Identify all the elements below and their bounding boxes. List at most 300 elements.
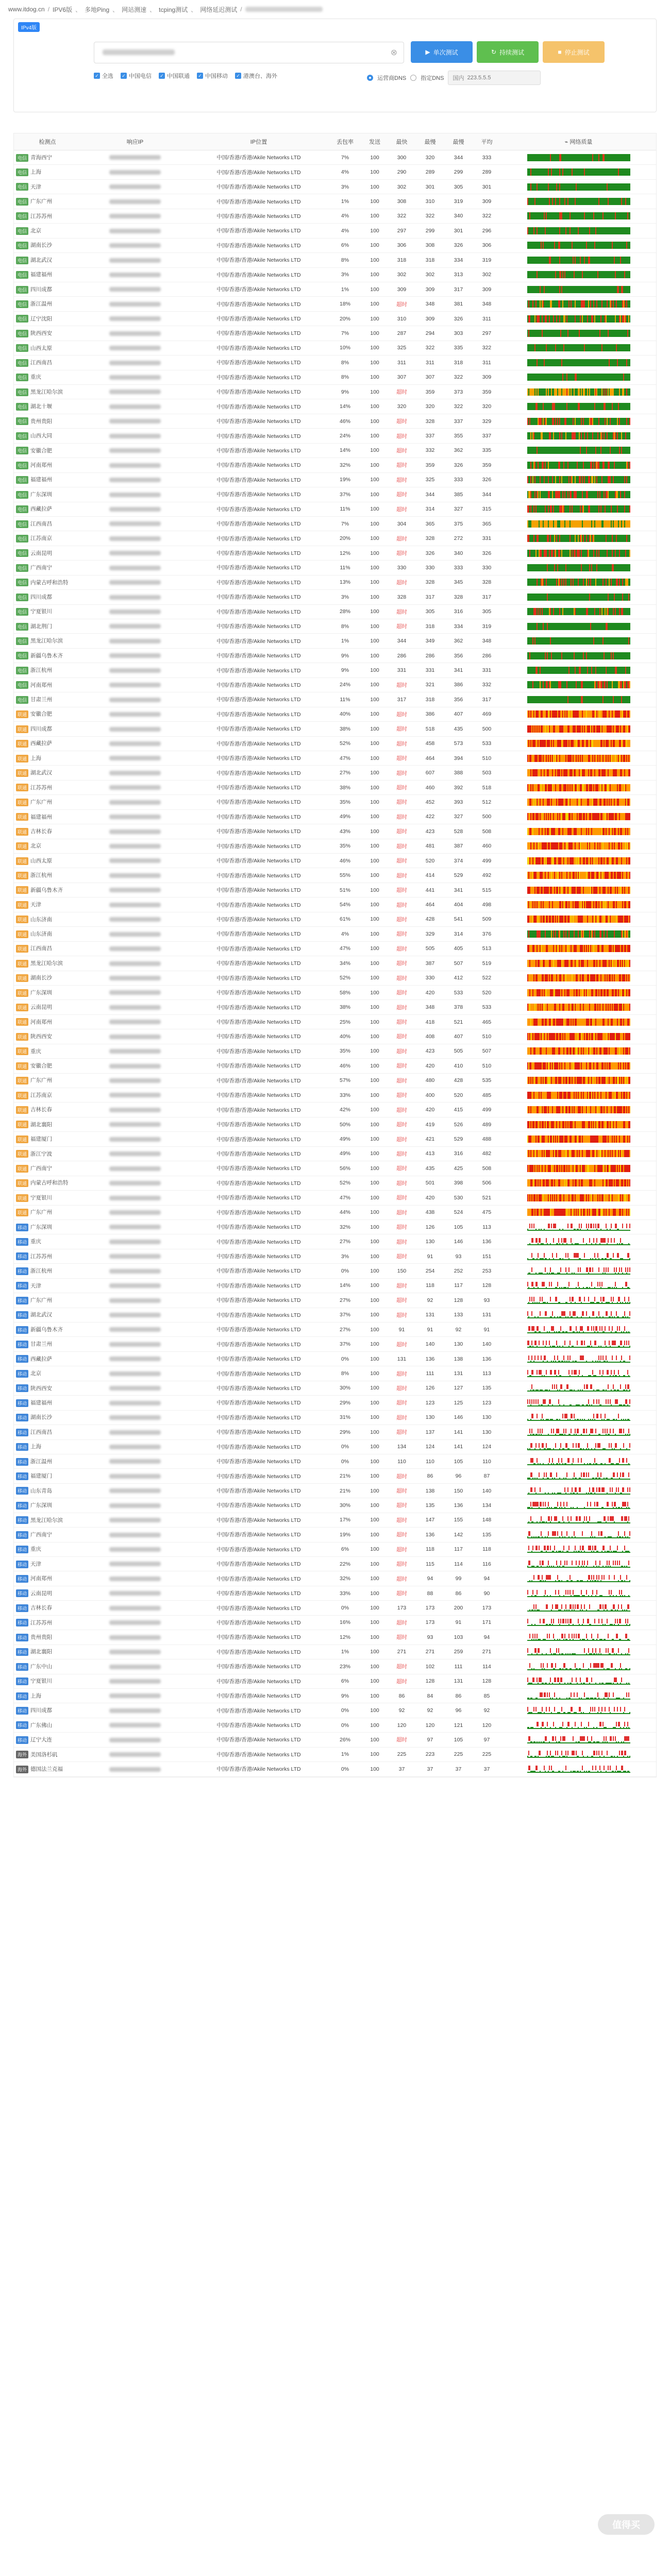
quality-bar xyxy=(527,1531,630,1538)
node-city: 内蒙古呼和浩特 xyxy=(30,1180,69,1187)
quality-cell xyxy=(501,575,656,589)
continuous-test-label: 持续测试 xyxy=(499,48,525,56)
check-mobile[interactable]: ✓ 中国移动 xyxy=(197,72,228,80)
table-row xyxy=(14,150,656,165)
location-cell: 中国/香港/香港/Akile Networks LTD xyxy=(189,1733,328,1747)
node-city: 山东青岛 xyxy=(30,1487,53,1494)
loss-cell: 37% xyxy=(328,1337,362,1351)
ip-cell xyxy=(81,1439,189,1454)
avg-cell: 311 xyxy=(473,355,501,370)
continuous-test-button[interactable] xyxy=(477,41,539,63)
blurred-ip xyxy=(109,1635,161,1640)
loss-cell: 7% xyxy=(328,150,362,165)
isp-tag: 移动 xyxy=(16,1663,28,1671)
ip-cell xyxy=(81,809,189,824)
fastest-cell: 320 xyxy=(388,399,416,414)
avg-cell: 128 xyxy=(473,1674,501,1688)
slowest2-cell: 362 xyxy=(444,634,473,648)
ip-cell xyxy=(81,1454,189,1468)
fastest-cell: 超时 xyxy=(388,1073,416,1088)
fastest-cell: 331 xyxy=(388,663,416,677)
fastest-cell: 302 xyxy=(388,179,416,194)
check-all[interactable]: ✓ 全选 xyxy=(94,72,113,80)
isp-tag: 电信 xyxy=(16,330,28,337)
quality-cell xyxy=(501,1615,656,1630)
fastest-cell: 309 xyxy=(388,282,416,296)
check-telecom[interactable]: ✓ 中国电信 xyxy=(121,72,152,80)
quality-cell xyxy=(501,561,656,575)
node-city: 湖北襄阳 xyxy=(30,1121,53,1128)
quality-cell xyxy=(501,1249,656,1263)
sent-cell: 100 xyxy=(362,1249,388,1263)
watermark-logo: 值得买 xyxy=(598,2514,655,2535)
isp-tag: 电信 xyxy=(16,623,28,631)
quality-bar xyxy=(527,1370,630,1377)
isp-tag: 移动 xyxy=(16,1414,28,1421)
fastest-cell: 超时 xyxy=(388,1674,416,1688)
col-quality[interactable]: ⌁ 网络质量 xyxy=(501,133,656,150)
loss-cell: 44% xyxy=(328,1205,362,1219)
quality-bar xyxy=(527,579,630,586)
slowest-cell: 464 xyxy=(416,751,444,765)
node-cell xyxy=(14,1542,81,1556)
isp-tag: 电信 xyxy=(16,432,28,440)
table-row xyxy=(14,1513,656,1527)
quality-bar xyxy=(527,1297,630,1304)
quality-bar xyxy=(527,1267,630,1275)
slowest-cell: 420 xyxy=(416,1191,444,1205)
location-cell: 中国/香港/香港/Akile Networks LTD xyxy=(189,1469,328,1483)
quality-bar xyxy=(527,1502,630,1509)
isp-tag: 电信 xyxy=(16,183,28,191)
slowest-cell: 130 xyxy=(416,1234,444,1249)
avg-cell: 488 xyxy=(473,1132,501,1146)
quality-bar xyxy=(527,1194,630,1201)
isp-tag: 联通 xyxy=(16,740,28,748)
stop-test-button[interactable] xyxy=(543,41,605,63)
quality-cell xyxy=(501,370,656,384)
isp-tag: 电信 xyxy=(16,227,28,235)
quality-bar xyxy=(527,550,630,557)
avg-cell: 322 xyxy=(473,341,501,355)
clear-icon[interactable]: ⊗ xyxy=(390,48,397,57)
slowest-cell: 124 xyxy=(416,1439,444,1454)
col-sent[interactable]: 发送 xyxy=(362,133,388,150)
sent-cell: 100 xyxy=(362,1161,388,1176)
ip-cell xyxy=(81,1718,189,1732)
check-icon: ✓ xyxy=(159,73,165,79)
location-cell: 中国/香港/香港/Akile Networks LTD xyxy=(189,1439,328,1454)
node-city: 贵州贵阳 xyxy=(30,418,53,425)
col-location[interactable]: IP位置 xyxy=(189,133,328,150)
ip-cell xyxy=(81,150,189,165)
sent-cell: 100 xyxy=(362,1396,388,1410)
col-avg[interactable]: 平均 xyxy=(473,133,501,150)
location-cell: 中国/香港/香港/Akile Networks LTD xyxy=(189,1000,328,1014)
quality-bar xyxy=(527,1326,630,1333)
node-cell xyxy=(14,751,81,765)
site-link[interactable]: www.itdog.cn xyxy=(8,6,45,13)
node-cell xyxy=(14,707,81,721)
isp-tag: 电信 xyxy=(16,315,28,323)
table-row xyxy=(14,1747,656,1761)
location-cell: 中国/香港/香港/Akile Networks LTD xyxy=(189,1029,328,1044)
node-cell xyxy=(14,209,81,223)
quality-bar xyxy=(527,1561,630,1568)
quality-cell xyxy=(501,766,656,780)
location-cell: 中国/香港/香港/Akile Networks LTD xyxy=(189,224,328,238)
quality-cell xyxy=(501,927,656,941)
isp-tag: 联通 xyxy=(16,872,28,879)
avg-cell: 509 xyxy=(473,912,501,926)
sent-cell: 100 xyxy=(362,1454,388,1468)
location-cell: 中国/香港/香港/Akile Networks LTD xyxy=(189,1323,328,1337)
table-row xyxy=(14,194,656,209)
node-cell xyxy=(14,766,81,780)
isp-tag: 移动 xyxy=(16,1238,28,1246)
blurred-ip xyxy=(109,536,161,541)
table-row xyxy=(14,1323,656,1337)
col-fastest[interactable]: 最快 xyxy=(388,133,416,150)
slowest-cell: 311 xyxy=(416,355,444,370)
loss-cell: 46% xyxy=(328,854,362,868)
blurred-ip xyxy=(109,507,161,512)
isp-tag: 联通 xyxy=(16,1077,28,1084)
blurred-ip xyxy=(109,727,161,732)
loss-cell: 30% xyxy=(328,1498,362,1513)
single-test-button[interactable] xyxy=(411,41,473,63)
nav-item-ipv6[interactable]: IPV6版 xyxy=(53,6,73,13)
slowest-cell: 136 xyxy=(416,1351,444,1366)
avg-cell: 90 xyxy=(473,1586,501,1600)
isp-tag: 移动 xyxy=(16,1721,28,1729)
isp-tag: 移动 xyxy=(16,1487,28,1495)
avg-cell: 136 xyxy=(473,1234,501,1249)
blurred-ip xyxy=(109,1518,161,1522)
node-cell xyxy=(14,179,81,194)
node-cell xyxy=(14,824,81,839)
sent-cell: 100 xyxy=(362,971,388,985)
table-row xyxy=(14,1146,656,1161)
table-row xyxy=(14,253,656,267)
location-cell: 中国/香港/香港/Akile Networks LTD xyxy=(189,809,328,824)
check-unicom[interactable]: ✓ 中国联通 xyxy=(159,72,190,80)
location-cell: 中国/香港/香港/Akile Networks LTD xyxy=(189,370,328,384)
avg-cell: 130 xyxy=(473,1410,501,1425)
dns-custom-radio[interactable] xyxy=(410,75,416,81)
blurred-target xyxy=(245,7,323,12)
fastest-cell: 超时 xyxy=(388,443,416,457)
sent-cell: 100 xyxy=(362,1630,388,1645)
avg-cell: 489 xyxy=(473,1117,501,1131)
ip-cell xyxy=(81,311,189,326)
location-cell: 中国/香港/香港/Akile Networks LTD xyxy=(189,1557,328,1571)
node-cell xyxy=(14,385,81,399)
loss-cell: 13% xyxy=(328,575,362,589)
loss-cell: 38% xyxy=(328,1000,362,1014)
nav-item-ping[interactable]: 多地Ping xyxy=(85,6,110,13)
slowest-cell: 307 xyxy=(416,370,444,384)
sent-cell: 100 xyxy=(362,839,388,853)
sent-cell: 100 xyxy=(362,692,388,707)
avg-cell: 286 xyxy=(473,648,501,663)
loss-cell: 14% xyxy=(328,443,362,457)
table-row xyxy=(14,912,656,926)
node-city: 浙江杭州 xyxy=(30,872,53,879)
slowest2-cell: 103 xyxy=(444,1630,473,1645)
quality-bar xyxy=(527,1458,630,1465)
table-row xyxy=(14,809,656,824)
table-row xyxy=(14,355,656,370)
node-cell xyxy=(14,839,81,853)
node-cell xyxy=(14,297,81,311)
table-row xyxy=(14,1103,656,1117)
location-cell: 中国/香港/香港/Akile Networks LTD xyxy=(189,1191,328,1205)
nav-item-latency[interactable]: 网络延迟测试 xyxy=(200,6,238,13)
location-cell: 中国/香港/香港/Akile Networks LTD xyxy=(189,1615,328,1630)
location-cell: 中国/香港/香港/Akile Networks LTD xyxy=(189,619,328,634)
node-cell xyxy=(14,282,81,296)
loss-cell: 0% xyxy=(328,1718,362,1732)
blurred-ip xyxy=(109,1723,161,1727)
quality-cell xyxy=(501,707,656,721)
loss-cell: 17% xyxy=(328,1513,362,1527)
node-city: 江苏南京 xyxy=(30,1092,53,1098)
slowest2-cell: 407 xyxy=(444,1029,473,1044)
slowest-cell: 91 xyxy=(416,1323,444,1337)
location-cell: 中国/香港/香港/Akile Networks LTD xyxy=(189,590,328,604)
node-city: 福建福州 xyxy=(30,477,53,483)
node-city: 广西南宁 xyxy=(30,1531,53,1538)
quality-cell xyxy=(501,868,656,883)
loss-cell: 37% xyxy=(328,487,362,502)
location-cell: 中国/香港/香港/Akile Networks LTD xyxy=(189,150,328,165)
isp-tag: 联通 xyxy=(16,755,28,762)
nav-item-speed[interactable]: 网站测速 xyxy=(122,6,147,13)
slowest2-cell: 404 xyxy=(444,897,473,912)
nav-item-tcping[interactable]: tcping测试 xyxy=(159,6,188,13)
fastest-cell: 超时 xyxy=(388,1733,416,1747)
table-row xyxy=(14,399,656,414)
table-row xyxy=(14,443,656,457)
quality-bar xyxy=(527,1443,630,1450)
node-city: 北京 xyxy=(30,1370,42,1377)
quality-bar xyxy=(527,1106,630,1113)
node-city: 福建福州 xyxy=(30,272,53,278)
avg-cell: 289 xyxy=(473,165,501,179)
ip-cell xyxy=(81,736,189,751)
loss-cell: 11% xyxy=(328,502,362,516)
fastest-cell: 超时 xyxy=(388,1586,416,1600)
isp-tag: 联通 xyxy=(16,916,28,923)
blurred-ip xyxy=(109,698,161,702)
loss-cell: 26% xyxy=(328,1733,362,1747)
quality-cell xyxy=(501,883,656,897)
ip-cell xyxy=(81,1161,189,1176)
loss-cell: 1% xyxy=(328,282,362,296)
ip-cell xyxy=(81,1117,189,1131)
blurred-ip xyxy=(109,434,161,438)
quality-cell xyxy=(501,1586,656,1600)
slowest-cell: 408 xyxy=(416,1029,444,1044)
col-loss[interactable]: 丢包率 xyxy=(328,133,362,150)
loss-cell: 29% xyxy=(328,1425,362,1439)
avg-cell: 519 xyxy=(473,956,501,971)
quality-cell xyxy=(501,1659,656,1674)
node-city: 天津 xyxy=(30,183,42,190)
node-cell xyxy=(14,941,81,956)
node-cell xyxy=(14,1000,81,1014)
blurred-ip xyxy=(109,1064,161,1069)
avg-cell: 171 xyxy=(473,1615,501,1630)
slowest-cell: 326 xyxy=(416,546,444,560)
sent-cell: 100 xyxy=(362,809,388,824)
avg-cell: 91 xyxy=(473,1323,501,1337)
slowest-cell: 37 xyxy=(416,1762,444,1776)
node-city: 新疆乌鲁木齐 xyxy=(30,652,63,659)
ip-cell xyxy=(81,1323,189,1337)
quality-bar xyxy=(527,447,630,454)
node-city: 湖南长沙 xyxy=(30,242,53,249)
blurred-ip xyxy=(109,1708,161,1713)
dns-input[interactable] xyxy=(448,71,541,85)
isp-tag: 电信 xyxy=(16,300,28,308)
loss-cell: 1% xyxy=(328,634,362,648)
ip-cell xyxy=(81,1645,189,1659)
node-cell xyxy=(14,985,81,999)
fastest-cell: 307 xyxy=(388,370,416,384)
target-input[interactable] xyxy=(94,42,404,63)
quality-cell xyxy=(501,604,656,619)
slowest2-cell: 259 xyxy=(444,1645,473,1659)
slowest-cell: 349 xyxy=(416,634,444,648)
location-cell: 中国/香港/香港/Akile Networks LTD xyxy=(189,443,328,457)
blurred-ip xyxy=(109,946,161,951)
avg-cell: 510 xyxy=(473,1029,501,1044)
quality-bar xyxy=(527,1751,630,1758)
quality-bar xyxy=(527,1590,630,1597)
blurred-ip xyxy=(109,170,161,175)
slowest2-cell: 105 xyxy=(444,1219,473,1234)
dns-local-radio[interactable] xyxy=(367,75,373,81)
loss-cell: 11% xyxy=(328,692,362,707)
avg-cell: 271 xyxy=(473,1645,501,1659)
quality-bar xyxy=(527,1341,630,1348)
sent-cell: 100 xyxy=(362,619,388,634)
quality-cell xyxy=(501,385,656,399)
location-cell: 中国/香港/香港/Akile Networks LTD xyxy=(189,1146,328,1161)
avg-cell: 317 xyxy=(473,692,501,707)
loss-cell: 16% xyxy=(328,1615,362,1630)
avg-cell: 93 xyxy=(473,1293,501,1308)
sent-cell: 100 xyxy=(362,1601,388,1615)
sent-cell: 100 xyxy=(362,1000,388,1014)
location-cell: 中国/香港/香港/Akile Networks LTD xyxy=(189,883,328,897)
slowest2-cell: 252 xyxy=(444,1264,473,1278)
ip-cell xyxy=(81,1191,189,1205)
slowest2-cell: 105 xyxy=(444,1454,473,1468)
results-table xyxy=(14,133,656,1777)
fastest-cell: 超时 xyxy=(388,1513,416,1527)
avg-cell: 124 xyxy=(473,1439,501,1454)
loss-cell: 10% xyxy=(328,341,362,355)
ip-cell xyxy=(81,443,189,457)
location-cell: 中国/香港/香港/Akile Networks LTD xyxy=(189,1219,328,1234)
quality-bar xyxy=(527,930,630,938)
col-ip[interactable]: 响应IP xyxy=(81,133,189,150)
avg-cell: 515 xyxy=(473,883,501,897)
sent-cell: 100 xyxy=(362,1059,388,1073)
blurred-ip xyxy=(109,346,161,350)
avg-cell: 521 xyxy=(473,1191,501,1205)
location-cell: 中国/香港/香港/Akile Networks LTD xyxy=(189,736,328,751)
node-city: 天津 xyxy=(30,1282,42,1289)
blurred-ip xyxy=(109,1591,161,1596)
slowest-cell: 301 xyxy=(416,179,444,194)
slowest-cell: 330 xyxy=(416,971,444,985)
check-icon: ✓ xyxy=(94,73,100,79)
slowest2-cell: 200 xyxy=(444,1601,473,1615)
slowest-cell: 464 xyxy=(416,897,444,912)
fastest-cell: 318 xyxy=(388,253,416,267)
isp-tag: 电信 xyxy=(16,242,28,249)
slowest-cell: 130 xyxy=(416,1410,444,1425)
isp-tag: 电信 xyxy=(16,681,28,689)
slowest2-cell: 528 xyxy=(444,824,473,839)
slowest2-cell: 344 xyxy=(444,150,473,165)
blurred-ip xyxy=(109,1269,161,1274)
loss-cell: 47% xyxy=(328,941,362,956)
node-cell xyxy=(14,326,81,341)
quality-cell xyxy=(501,1703,656,1718)
node-city: 安徽合肥 xyxy=(30,711,53,718)
slowest2-cell: 86 xyxy=(444,1688,473,1703)
ip-cell xyxy=(81,1205,189,1219)
sent-cell: 100 xyxy=(362,1044,388,1058)
slowest2-cell: 327 xyxy=(444,502,473,516)
isp-tag: 移动 xyxy=(16,1516,28,1524)
node-city: 广东广州 xyxy=(30,198,53,205)
location-cell: 中国/香港/香港/Akile Networks LTD xyxy=(189,634,328,648)
col-slowest2[interactable]: 最慢 xyxy=(444,133,473,150)
quality-cell xyxy=(501,1161,656,1176)
blurred-ip xyxy=(109,771,161,775)
check-overseas[interactable]: ✓ 港澳台、海外 xyxy=(235,72,277,80)
node-cell xyxy=(14,1557,81,1571)
table-row xyxy=(14,516,656,531)
slowest-cell: 271 xyxy=(416,1645,444,1659)
sent-cell: 100 xyxy=(362,854,388,868)
quality-bar xyxy=(527,520,630,528)
avg-cell: 135 xyxy=(473,1528,501,1542)
quality-cell xyxy=(501,414,656,428)
isp-tag: 联通 xyxy=(16,1136,28,1143)
isp-tag: 联通 xyxy=(16,886,28,894)
location-cell: 中国/香港/香港/Akile Networks LTD xyxy=(189,1308,328,1322)
avg-cell: 309 xyxy=(473,370,501,384)
slowest2-cell: 341 xyxy=(444,883,473,897)
dns-prefix: 国内 xyxy=(453,75,464,81)
quality-bar xyxy=(527,1019,630,1026)
node-city: 江西南昌 xyxy=(30,945,53,952)
fastest-cell: 超时 xyxy=(388,1029,416,1044)
table-row xyxy=(14,414,656,428)
node-city: 甘肃兰州 xyxy=(30,697,53,703)
col-slowest[interactable]: 最慢 xyxy=(416,133,444,150)
col-node[interactable]: 检测点 xyxy=(14,133,81,150)
node-cell xyxy=(14,561,81,575)
loss-cell: 35% xyxy=(328,1044,362,1058)
